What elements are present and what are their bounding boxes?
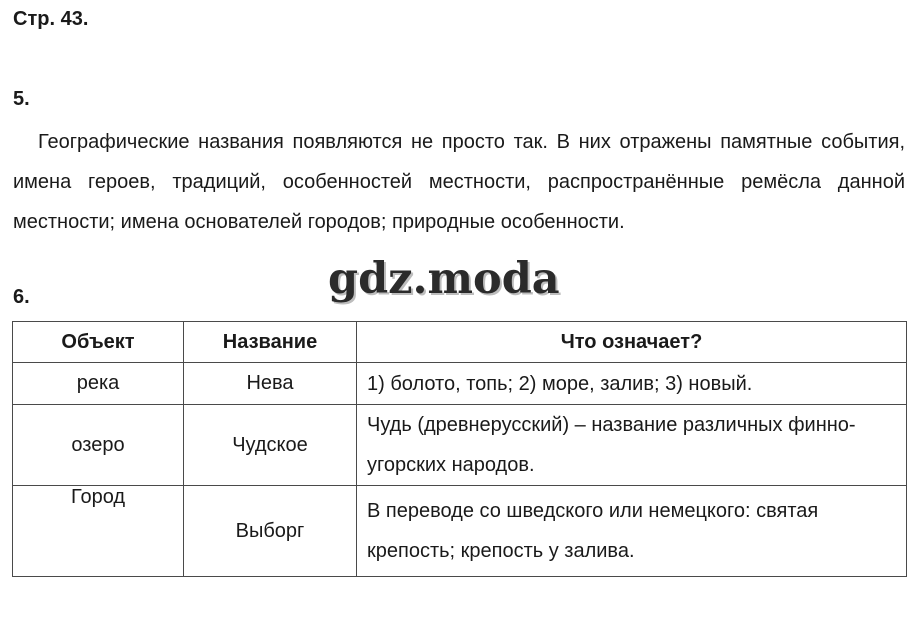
- table-row: [13, 405, 907, 486]
- task-5-number: 5.: [13, 88, 30, 110]
- header-object: Объект: [13, 322, 184, 363]
- table-row: [13, 363, 907, 405]
- cell-name: Нева: [184, 363, 357, 405]
- cell-name: Чудское: [184, 405, 357, 486]
- task-5-answer-text: Географические названия появляются не просто так. В них отражены памятные события, имена героев, традиций, особенностей местности, распространённые ремёсла данной местности; имена основателей городов; природные особенности.: [13, 131, 905, 233]
- table-header-row: [13, 322, 907, 363]
- cell-object: Город: [13, 486, 184, 577]
- cell-meaning: В переводе со шведского или немецкого: святая крепость; крепость у залива.: [357, 486, 907, 577]
- task-6-number: 6.: [13, 286, 30, 308]
- answer-table: [12, 321, 907, 577]
- cell-name: Выборг: [184, 486, 357, 577]
- cell-object: озеро: [13, 405, 184, 486]
- cell-meaning: 1) болото, топь; 2) море, залив; 3) новый.: [357, 363, 907, 405]
- watermark-logo: gdz.moda: [328, 254, 560, 304]
- page-heading: Стр. 43.: [13, 8, 89, 30]
- header-name: Название: [184, 322, 357, 363]
- header-meaning: Что означает?: [357, 322, 907, 363]
- cell-object: река: [13, 363, 184, 405]
- table-row: [13, 486, 907, 577]
- cell-meaning: Чудь (древнерусский) – название различных финно-угорских народов.: [357, 405, 907, 486]
